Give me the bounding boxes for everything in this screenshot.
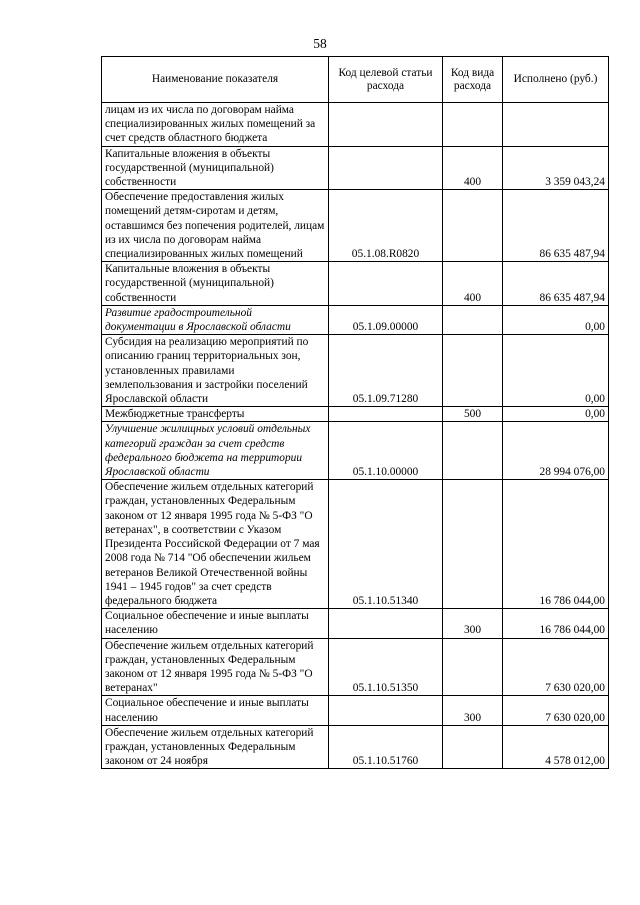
- cell-amount: 0,00: [503, 305, 609, 334]
- page-number: 58: [313, 36, 327, 51]
- cell-target-code: [329, 103, 443, 147]
- cell-name: Межбюджетные трансферты: [102, 407, 329, 422]
- cell-target-code: 05.1.09.71280: [329, 335, 443, 407]
- cell-name: лицам из их числа по договорам найма специализированных жилых помещений за счет средств областного бюджета: [102, 103, 329, 147]
- cell-name: Обеспечение жильем отдельных категорий граждан, установленных Федеральным законом от 24 ноября: [102, 725, 329, 769]
- cell-target-code: [329, 696, 443, 725]
- cell-expense-type: 400: [443, 262, 503, 306]
- cell-expense-type: [443, 305, 503, 334]
- cell-name: Капитальные вложения в объекты государственной (муниципальной) собственности: [102, 146, 329, 190]
- cell-amount: [503, 103, 609, 147]
- cell-amount: 86 635 487,94: [503, 262, 609, 306]
- cell-amount: 28 994 076,00: [503, 422, 609, 480]
- cell-amount: 16 786 044,00: [503, 480, 609, 609]
- cell-expense-type: [443, 480, 503, 609]
- cell-name: Социальное обеспечение и иные выплаты населению: [102, 696, 329, 725]
- cell-name: Социальное обеспечение и иные выплаты населению: [102, 609, 329, 638]
- table-row: [102, 305, 609, 334]
- cell-target-code: [329, 609, 443, 638]
- cell-amount: 7 630 020,00: [503, 638, 609, 696]
- cell-name: Обеспечение жильем отдельных категорий граждан, установленных Федеральным законом от 12 января 1995 года № 5-ФЗ "О ветеранах": [102, 638, 329, 696]
- cell-name: Обеспечение предоставления жилых помещений детям-сиротам и детям, оставшимся без попечения родителей, лицам из их числа по договорам найма специализированных жилых помещений: [102, 190, 329, 262]
- cell-target-code: [329, 262, 443, 306]
- table-row: [102, 190, 609, 262]
- cell-amount: 0,00: [503, 407, 609, 422]
- cell-expense-type: 400: [443, 146, 503, 190]
- table-row: [102, 407, 609, 422]
- cell-amount: 3 359 043,24: [503, 146, 609, 190]
- table-row: [102, 638, 609, 696]
- cell-amount: 4 578 012,00: [503, 725, 609, 769]
- cell-expense-type: [443, 190, 503, 262]
- cell-target-code: 05.1.09.00000: [329, 305, 443, 334]
- cell-expense-type: [443, 335, 503, 407]
- cell-expense-type: [443, 638, 503, 696]
- table-row: [102, 103, 609, 147]
- cell-name: Улучшение жилищных условий отдельных категорий граждан за счет средств федерального бюджета на территории Ярославской области: [102, 422, 329, 480]
- header-expense-type: Код вида расхода: [443, 57, 503, 103]
- table-row: [102, 696, 609, 725]
- table-row: [102, 262, 609, 306]
- table-header-row: [102, 57, 609, 103]
- cell-name: Обеспечение жильем отдельных категорий граждан, установленных Федеральным законом от 12 января 1995 года № 5-ФЗ "О ветеранах", в соответствии с Указом Президента Российской Федерации от 7 мая 2008 года № 714 "Об обеспечении жильем ветеранов Великой Отечественной войны 1941 – 1945 годов" за счет средств федерального бюджета: [102, 480, 329, 609]
- cell-amount: 16 786 044,00: [503, 609, 609, 638]
- table-row: [102, 146, 609, 190]
- header-target-code: Код целевой статьи расхода: [329, 57, 443, 103]
- table-row: [102, 480, 609, 609]
- cell-expense-type: [443, 103, 503, 147]
- table-row: [102, 422, 609, 480]
- table-row: [102, 609, 609, 638]
- cell-name: Капитальные вложения в объекты государственной (муниципальной) собственности: [102, 262, 329, 306]
- cell-expense-type: 300: [443, 609, 503, 638]
- cell-expense-type: 300: [443, 696, 503, 725]
- table-row: [102, 725, 609, 769]
- cell-target-code: 05.1.10.51350: [329, 638, 443, 696]
- cell-amount: 7 630 020,00: [503, 696, 609, 725]
- cell-amount: 0,00: [503, 335, 609, 407]
- cell-amount: 86 635 487,94: [503, 190, 609, 262]
- cell-target-code: [329, 146, 443, 190]
- cell-expense-type: 500: [443, 407, 503, 422]
- table-row: [102, 335, 609, 407]
- cell-expense-type: [443, 422, 503, 480]
- cell-name: Субсидия на реализацию мероприятий по описанию границ территориальных зон, установленных правилами землепользования и застройки поселений Ярославской области: [102, 335, 329, 407]
- cell-target-code: 05.1.10.51760: [329, 725, 443, 769]
- budget-table: [101, 56, 609, 769]
- cell-expense-type: [443, 725, 503, 769]
- cell-target-code: 05.1.10.00000: [329, 422, 443, 480]
- cell-target-code: 05.1.08.R0820: [329, 190, 443, 262]
- header-indicator-name: Наименование показателя: [102, 57, 329, 103]
- cell-target-code: 05.1.10.51340: [329, 480, 443, 609]
- cell-target-code: [329, 407, 443, 422]
- header-executed: Исполнено (руб.): [503, 57, 609, 103]
- cell-name: Развитие градостроительной документации в Ярославской области: [102, 305, 329, 334]
- table-body: [102, 103, 609, 769]
